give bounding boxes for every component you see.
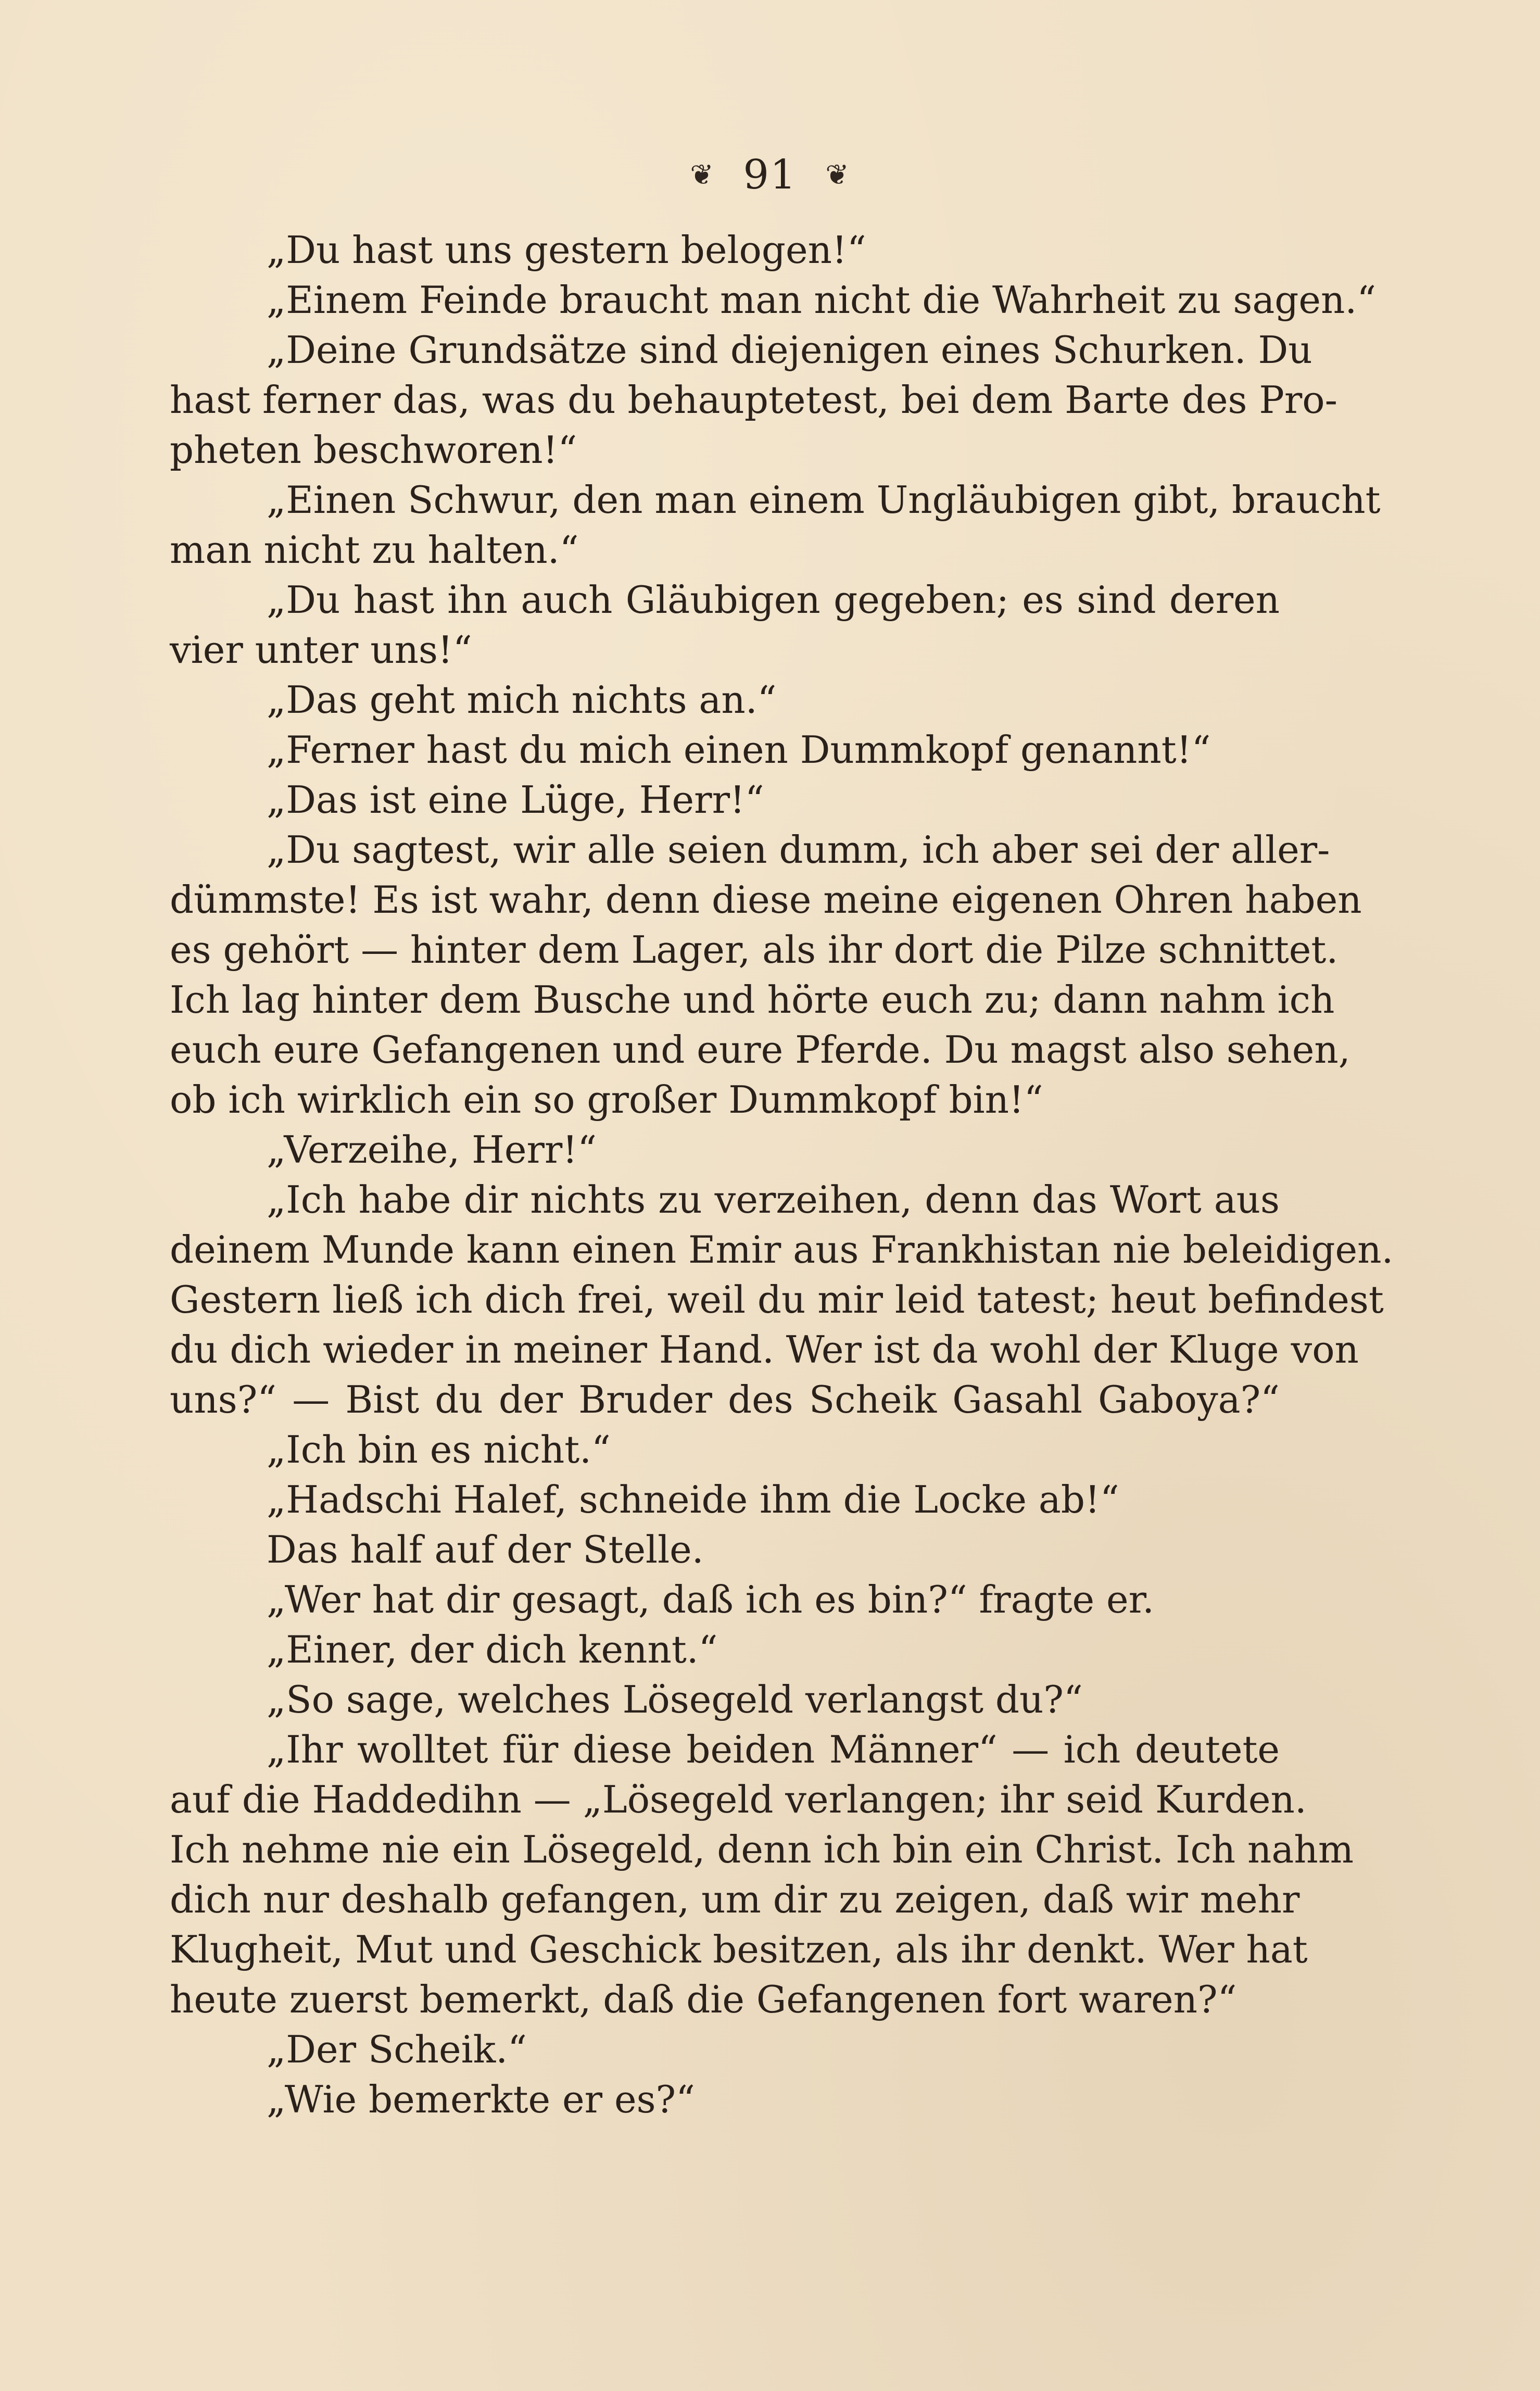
- text-line: Gestern ließ ich dich frei, weil du mir leid tatest; heut befindest: [170, 1278, 1384, 1322]
- text-line: „Der Scheik.“: [267, 2028, 527, 2071]
- text-line: euch eure Gefangenen und eure Pferde. Du magst also sehen,: [170, 1028, 1350, 1072]
- text-line: „Einen Schwur, den man einem Ungläubigen gibt, braucht: [267, 478, 1381, 522]
- page-header: [0, 141, 1540, 206]
- text-line: „Du hast ihn auch Gläubigen gegeben; es sind deren: [267, 578, 1280, 622]
- text-line: dümmste! Es ist wahr, denn diese meine eigenen Ohren haben: [170, 878, 1362, 922]
- text-line: Ich lag hinter dem Busche und hörte euch zu; dann nahm ich: [170, 978, 1335, 1022]
- text-line: ob ich wirklich ein so großer Dummkopf bin!“: [170, 1078, 1043, 1122]
- text-line: „Ferner hast du mich einen Dummkopf genannt!“: [267, 728, 1211, 772]
- text-line: deinem Munde kann einen Emir aus Frankhistan nie beleidigen.: [170, 1228, 1394, 1272]
- text-line: „Einer, der dich kennt.“: [267, 1628, 718, 1671]
- text-line: es gehört — hinter dem Lager, als ihr dort die Pilze schnittet.: [170, 928, 1339, 972]
- text-line: „Ihr wolltet für diese beiden Männer“ — ich deutete: [267, 1728, 1280, 1771]
- text-line: uns?“ — Bist du der Bruder des Scheik Gasahl Gaboya?“: [170, 1378, 1280, 1421]
- text-line: Ich nehme nie ein Lösegeld, denn ich bin ein Christ. Ich nahm: [170, 1828, 1354, 1871]
- text-line: „Ich bin es nicht.“: [267, 1428, 611, 1471]
- text-line: heute zuerst bemerkt, daß die Gefangenen fort waren?“: [170, 1978, 1237, 2021]
- text-line: „Du hast uns gestern belogen!“: [267, 228, 866, 272]
- right-ornament-icon: ❦: [825, 158, 850, 191]
- left-ornament-icon: ❦: [690, 158, 715, 191]
- text-line: „Das ist eine Lüge, Herr!“: [267, 778, 764, 822]
- text-line: „Hadschi Halef, schneide ihm die Locke ab!“: [267, 1478, 1119, 1521]
- text-line: dich nur deshalb gefangen, um dir zu zeigen, daß wir mehr: [170, 1878, 1300, 1921]
- text-line: „Einem Feinde braucht man nicht die Wahrheit zu sagen.“: [267, 278, 1377, 322]
- page-number: 91: [743, 151, 797, 198]
- text-line: Klugheit, Mut und Geschick besitzen, als ihr denkt. Wer hat: [170, 1928, 1308, 1971]
- text-line: du dich wieder in meiner Hand. Wer ist da wohl der Kluge von: [170, 1328, 1359, 1371]
- text-line: „So sage, welches Lösegeld verlangst du?“: [267, 1678, 1083, 1721]
- text-line: „Verzeihe, Herr!“: [267, 1128, 597, 1172]
- text-line: vier unter uns!“: [170, 628, 472, 672]
- text-line: „Das geht mich nichts an.“: [267, 678, 777, 722]
- text-line: man nicht zu halten.“: [170, 528, 579, 572]
- text-line: hast ferner das, was du behauptetest, bei dem Barte des Pro-: [170, 378, 1337, 422]
- text-line: „Wie bemerkte er es?“: [267, 2078, 695, 2121]
- text-line: „Wer hat dir gesagt, daß ich es bin?“ fragte er.: [267, 1578, 1155, 1621]
- body-text: [170, 225, 1394, 2124]
- text-line: „Ich habe dir nichts zu verzeihen, denn das Wort aus: [267, 1178, 1280, 1222]
- text-line: Das half auf der Stelle.: [267, 1528, 704, 1571]
- text-line: „Deine Grundsätze sind diejenigen eines Schurken. Du: [267, 328, 1312, 372]
- text-line: „Du sagtest, wir alle seien dumm, ich aber sei der aller-: [267, 828, 1330, 872]
- text-line: auf die Haddedihn — „Lösegeld verlangen; ihr seid Kurden.: [170, 1778, 1307, 1821]
- text-line: pheten beschworen!“: [170, 428, 577, 472]
